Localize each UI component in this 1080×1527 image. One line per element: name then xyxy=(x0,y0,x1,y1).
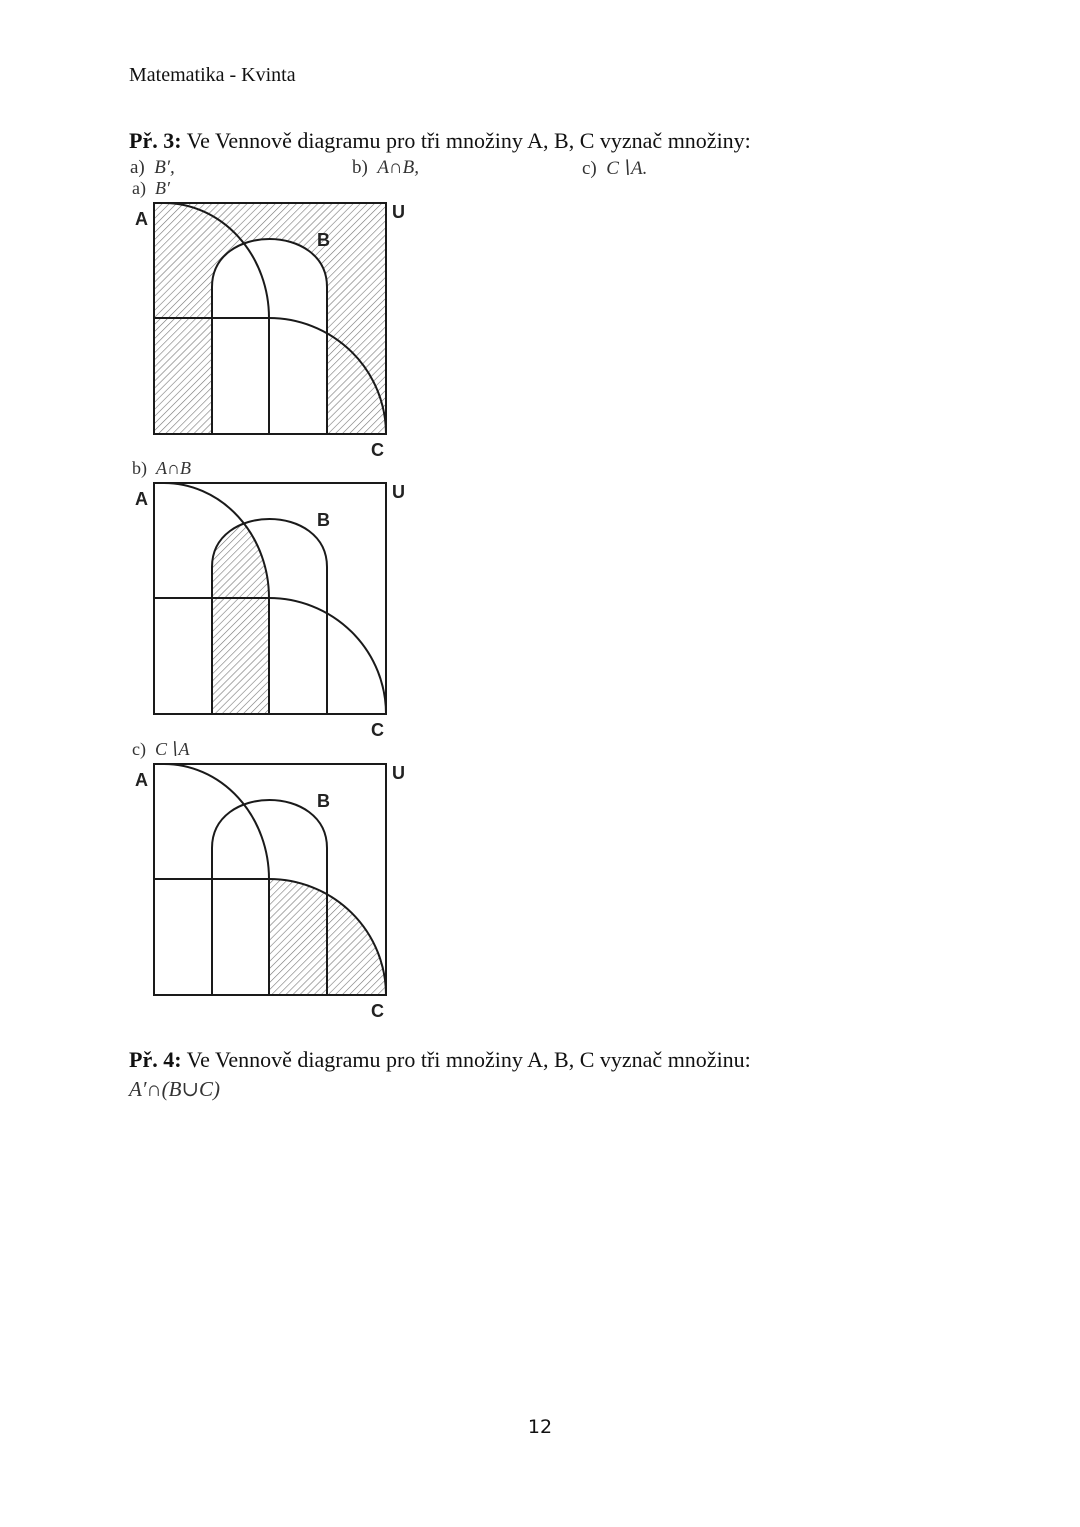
task-3-part-c: c) C∖A. xyxy=(582,158,648,179)
universe-label: U xyxy=(392,763,405,783)
set-b-label: B xyxy=(317,791,330,811)
set-a-label: A xyxy=(135,209,148,229)
document-header: Matematika - Kvinta xyxy=(129,64,296,86)
set-c-label: C xyxy=(371,440,384,460)
set-c-label: C xyxy=(371,1001,384,1021)
venn-diagram-b-complement xyxy=(128,195,418,465)
task-3-part-b: b) A∩B, xyxy=(352,157,420,178)
venn-diagram-c-minus-a xyxy=(128,756,418,1026)
venn-svg xyxy=(128,475,418,745)
diagram-c-caption: c) C∖A xyxy=(132,739,190,759)
task-4-expression: A′∩(B∪C) xyxy=(129,1077,221,1101)
diagram-a-caption: a) B′ xyxy=(132,178,170,198)
set-c-label: C xyxy=(371,720,384,740)
set-b-label: B xyxy=(317,230,330,250)
set-a-label: A xyxy=(135,770,148,790)
task-4-heading xyxy=(129,1047,751,1073)
task-3-label: Př. 3: xyxy=(129,128,182,153)
venn-svg xyxy=(128,195,418,465)
task-3-part-a: a) B′, xyxy=(130,157,175,178)
venn-svg xyxy=(128,756,418,1026)
task-3-heading xyxy=(129,128,751,154)
universe-label: U xyxy=(392,202,405,222)
task-3-text: Ve Vennově diagramu pro tři množiny A, B, C vyznač množiny: xyxy=(181,128,751,153)
task-4-label: Př. 4: xyxy=(129,1047,182,1072)
diagram-b-caption: b) A∩B xyxy=(132,458,191,478)
set-b-label: B xyxy=(317,510,330,530)
page-number: 12 xyxy=(527,1416,553,1438)
task-4-text: Ve Vennově diagramu pro tři množiny A, B, C vyznač množinu: xyxy=(181,1047,751,1072)
universe-label: U xyxy=(392,482,405,502)
venn-diagram-a-intersect-b xyxy=(128,475,418,745)
set-a-label: A xyxy=(135,489,148,509)
